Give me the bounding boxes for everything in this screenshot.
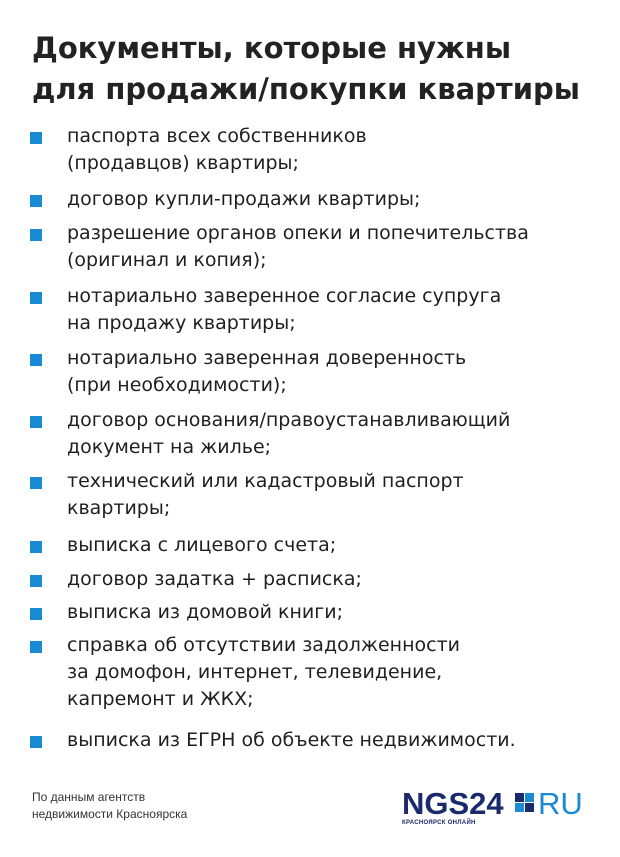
logo-ru-text: RU	[538, 786, 583, 820]
list-item-text: выписка из ЕГРН об объекте недвижимости.	[67, 729, 516, 751]
title-line-2: для продажи/покупки квартиры	[32, 72, 581, 106]
square-bullet-icon	[30, 477, 42, 489]
square-bullet-icon	[30, 608, 42, 620]
list-item-text: нотариально заверенная доверенность (при необходимости);	[67, 347, 467, 396]
list-item-text: договор задатка + расписка;	[67, 568, 362, 590]
logo-square-icon	[525, 793, 534, 802]
list-item-text: паспорта всех собственников (продавцов) квартиры;	[67, 125, 367, 174]
list-item-text: договор основания/правоустанавливающий документ на жилье;	[67, 409, 511, 458]
square-bullet-icon	[30, 132, 42, 144]
list-item-text: выписка из домовой книги;	[67, 601, 343, 623]
logo-square-icon	[515, 793, 524, 802]
logo-square-icon	[525, 803, 534, 812]
title-line-1: Документы, которые нужны	[32, 31, 512, 65]
list-item-text: разрешение органов опеки и попечительства (оригинал и копия);	[67, 222, 529, 271]
logo-square-icon	[515, 803, 524, 812]
square-bullet-icon	[30, 354, 42, 366]
list-item-text: справка об отсутствии задолженности за домофон, интернет, телевидение, капремонт и ЖКХ;	[67, 634, 460, 710]
square-bullet-icon	[30, 541, 42, 553]
logo-main-text: NGS24	[402, 786, 504, 820]
square-bullet-icon	[30, 416, 42, 428]
ngs24-logo	[402, 786, 592, 820]
page-title	[32, 28, 592, 110]
square-bullet-icon	[30, 641, 42, 653]
square-bullet-icon	[30, 575, 42, 587]
list-item-text: технический или кадастровый паспорт квартиры;	[67, 470, 464, 519]
source-note: По данным агентств недвижимости Красноярска	[32, 790, 188, 821]
square-bullet-icon	[30, 292, 42, 304]
list-item-text: нотариально заверенное согласие супруга на продажу квартиры;	[67, 285, 502, 334]
logo-subtitle: КРАСНОЯРСК ОНЛАЙН	[402, 820, 476, 826]
square-bullet-icon	[30, 736, 42, 748]
list-item-text: договор купли-продажи квартиры;	[67, 188, 421, 210]
list-item-text: выписка с лицевого счета;	[67, 534, 337, 556]
square-bullet-icon	[30, 195, 42, 207]
square-bullet-icon	[30, 229, 42, 241]
